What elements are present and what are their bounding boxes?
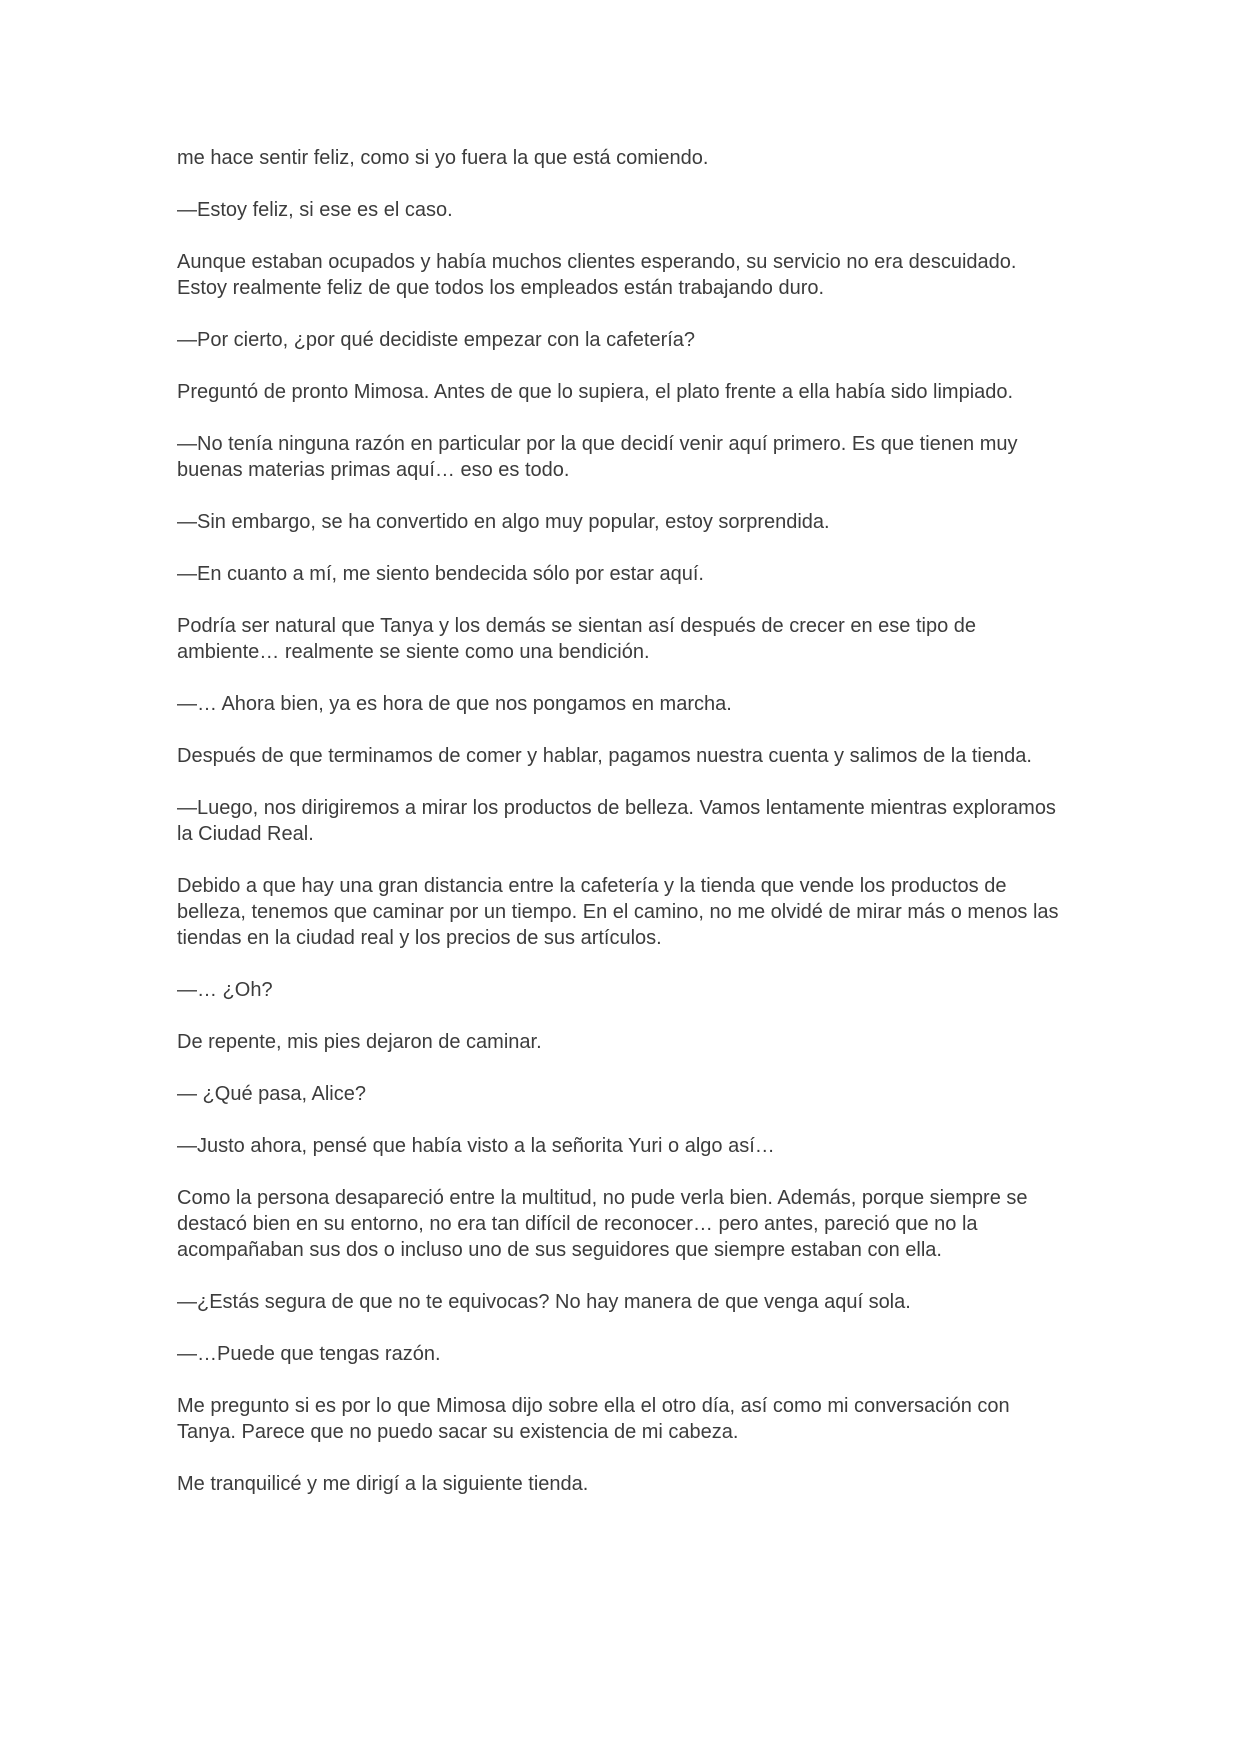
paragraph: Aunque estaban ocupados y había muchos clientes esperando, su servicio no era descuidado. Estoy realmente feliz de que todos los empleados están trabajando duro. — [177, 251, 1017, 299]
paragraph: —Justo ahora, pensé que había visto a la señorita Yuri o algo así… — [177, 1135, 775, 1157]
paragraph: —Sin embargo, se ha convertido en algo muy popular, estoy sorprendida. — [177, 511, 830, 533]
paragraph: Como la persona desapareció entre la multitud, no pude verla bien. Además, porque siempre se destacó bien en su entorno, no era tan difícil de reconocer… pero antes, pareció que no la acompañaban sus dos o incluso uno de sus seguidores que siempre estaban con ella. — [177, 1187, 1028, 1261]
paragraph: —En cuanto a mí, me siento bendecida sólo por estar aquí. — [177, 563, 704, 585]
paragraph: — ¿Qué pasa, Alice? — [177, 1083, 366, 1105]
paragraph: —… Ahora bien, ya es hora de que nos pongamos en marcha. — [177, 693, 732, 715]
paragraph: Después de que terminamos de comer y hablar, pagamos nuestra cuenta y salimos de la tienda. — [177, 745, 1032, 767]
paragraph: Me pregunto si es por lo que Mimosa dijo sobre ella el otro día, así como mi conversación con Tanya. Parece que no puedo sacar su existencia de mi cabeza. — [177, 1395, 1010, 1443]
paragraph: —Estoy feliz, si ese es el caso. — [177, 199, 453, 221]
paragraph: —Luego, nos dirigiremos a mirar los productos de belleza. Vamos lentamente mientras exploramos la Ciudad Real. — [177, 797, 1056, 845]
paragraph: —¿Estás segura de que no te equivocas? No hay manera de que venga aquí sola. — [177, 1291, 911, 1313]
paragraph: —… ¿Oh? — [177, 979, 273, 1001]
paragraph: me hace sentir feliz, como si yo fuera la que está comiendo. — [177, 147, 709, 169]
paragraph: Podría ser natural que Tanya y los demás se sientan así después de crecer en ese tipo de ambiente… realmente se siente como una bendición. — [177, 615, 977, 663]
paragraph: —…Puede que tengas razón. — [177, 1343, 441, 1365]
paragraph: —No tenía ninguna razón en particular por la que decidí venir aquí primero. Es que tienen muy buenas materias primas aquí… eso es todo. — [177, 433, 1018, 481]
paragraph: Me tranquilicé y me dirigí a la siguiente tienda. — [177, 1473, 589, 1495]
paragraph: Debido a que hay una gran distancia entre la cafetería y la tienda que vende los productos de belleza, tenemos que caminar por un tiempo. En el camino, no me olvidé de mirar más o menos las tiendas en la ciudad real y los precios de sus artículos. — [177, 875, 1059, 949]
document-body — [177, 145, 1067, 1523]
paragraph: —Por cierto, ¿por qué decidiste empezar con la cafetería? — [177, 329, 696, 351]
paragraph: De repente, mis pies dejaron de caminar. — [177, 1031, 542, 1053]
paragraph: Preguntó de pronto Mimosa. Antes de que lo supiera, el plato frente a ella había sido limpiado. — [177, 381, 1014, 403]
